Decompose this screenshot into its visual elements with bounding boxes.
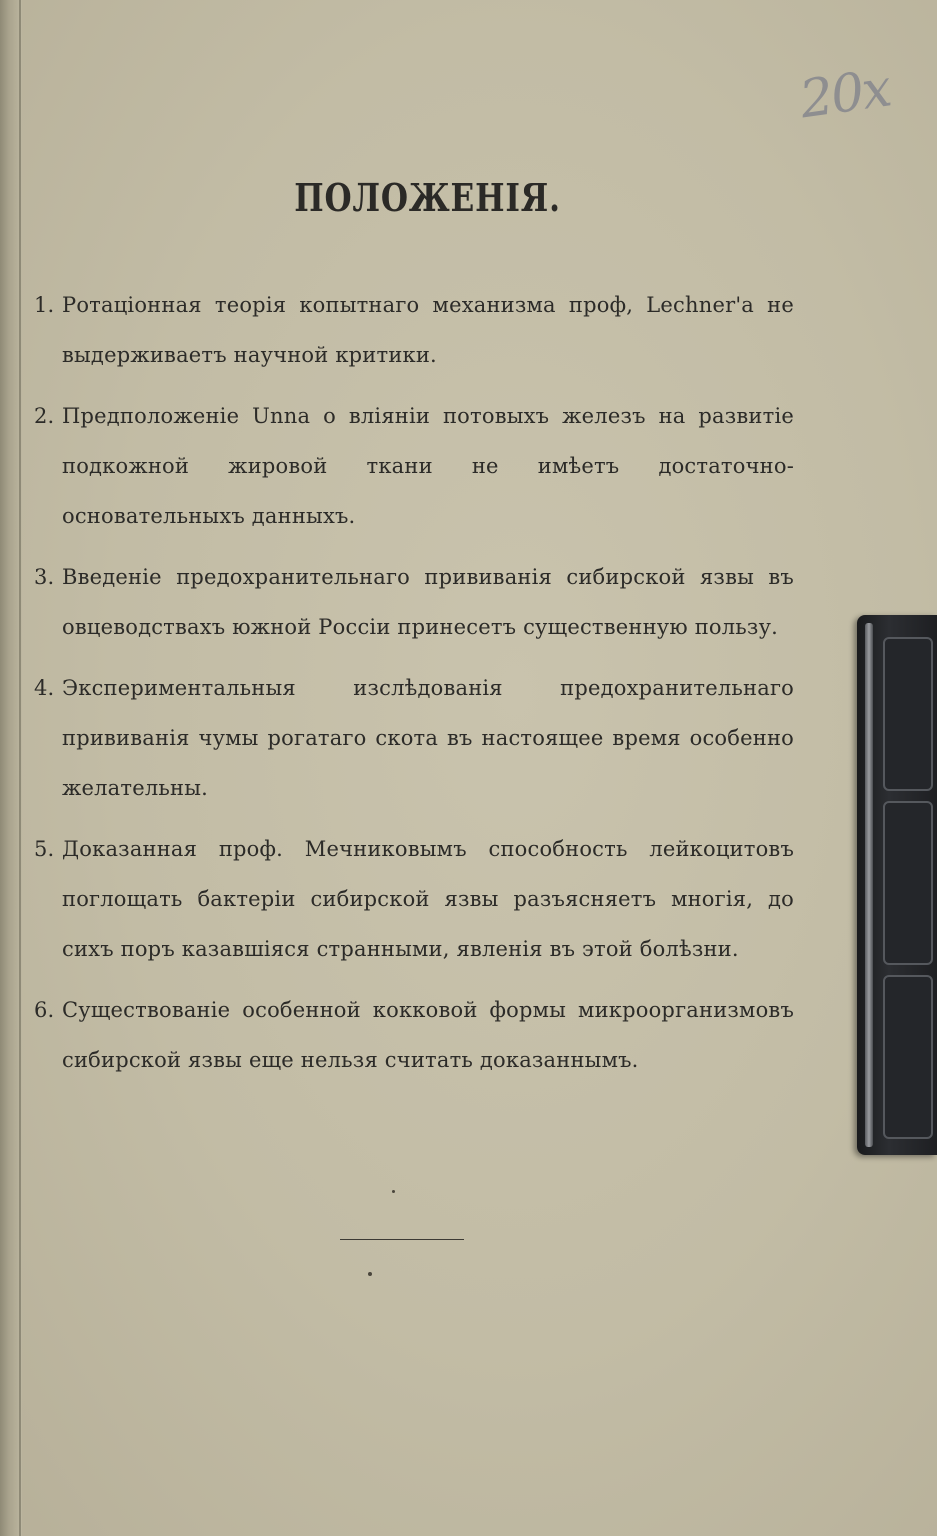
thesis-item bbox=[34, 824, 794, 974]
thesis-item bbox=[34, 663, 794, 813]
thesis-item bbox=[34, 391, 794, 541]
thesis-text: Экспериментальныя изслѣдованія предохранительнаго прививанія чумы рогатаго скота въ настоящее время особенно желательны. bbox=[62, 676, 794, 800]
thesis-item bbox=[34, 985, 794, 1085]
ink-speck bbox=[368, 1272, 372, 1276]
closing-rule bbox=[340, 1239, 464, 1240]
binder-clip-segment bbox=[883, 975, 933, 1139]
page-title: ПОЛОЖЕНІЯ. bbox=[294, 175, 561, 220]
thesis-number: 2. bbox=[34, 404, 55, 428]
thesis-number: 1. bbox=[34, 293, 55, 317]
binder-clip-edge bbox=[865, 623, 873, 1147]
thesis-text: Ротаціонная теорія копытнаго механизма проф, Lechner'a не выдерживаетъ научной критики. bbox=[62, 293, 794, 367]
thesis-number: 4. bbox=[34, 676, 55, 700]
thesis-text: Существованіе особенной кокковой формы микроорганизмовъ сибирской язвы еще нельзя считать доказаннымъ. bbox=[62, 998, 794, 1072]
thesis-item bbox=[34, 280, 794, 380]
ink-speck bbox=[392, 1190, 395, 1193]
theses-list bbox=[34, 280, 794, 1096]
thesis-number: 5. bbox=[34, 837, 55, 861]
handwritten-folio-number: 20х bbox=[796, 58, 894, 131]
gutter-fold-line bbox=[19, 0, 21, 1536]
thesis-text: Доказанная проф. Мечниковымъ способность лейкоцитовъ поглощать бактеріи сибирской язвы разъясняетъ многія, до сихъ поръ казавшіяся странными, явленія въ этой болѣзни. bbox=[62, 837, 794, 961]
thesis-item bbox=[34, 552, 794, 652]
binder-clip-segment bbox=[883, 801, 933, 965]
binder-clip bbox=[857, 615, 937, 1155]
thesis-number: 3. bbox=[34, 565, 55, 589]
thesis-number: 6. bbox=[34, 998, 55, 1022]
binder-clip-segment bbox=[883, 637, 933, 791]
thesis-text: Предположеніе Unna о вліяніи потовыхъ железъ на развитіе подкожной жировой ткани не имѣетъ достаточно-основательныхъ данныхъ. bbox=[62, 404, 794, 528]
thesis-text: Введеніе предохранительнаго прививанія сибирской язвы въ овцеводствахъ южной Россіи принесетъ существенную пользу. bbox=[62, 565, 794, 639]
